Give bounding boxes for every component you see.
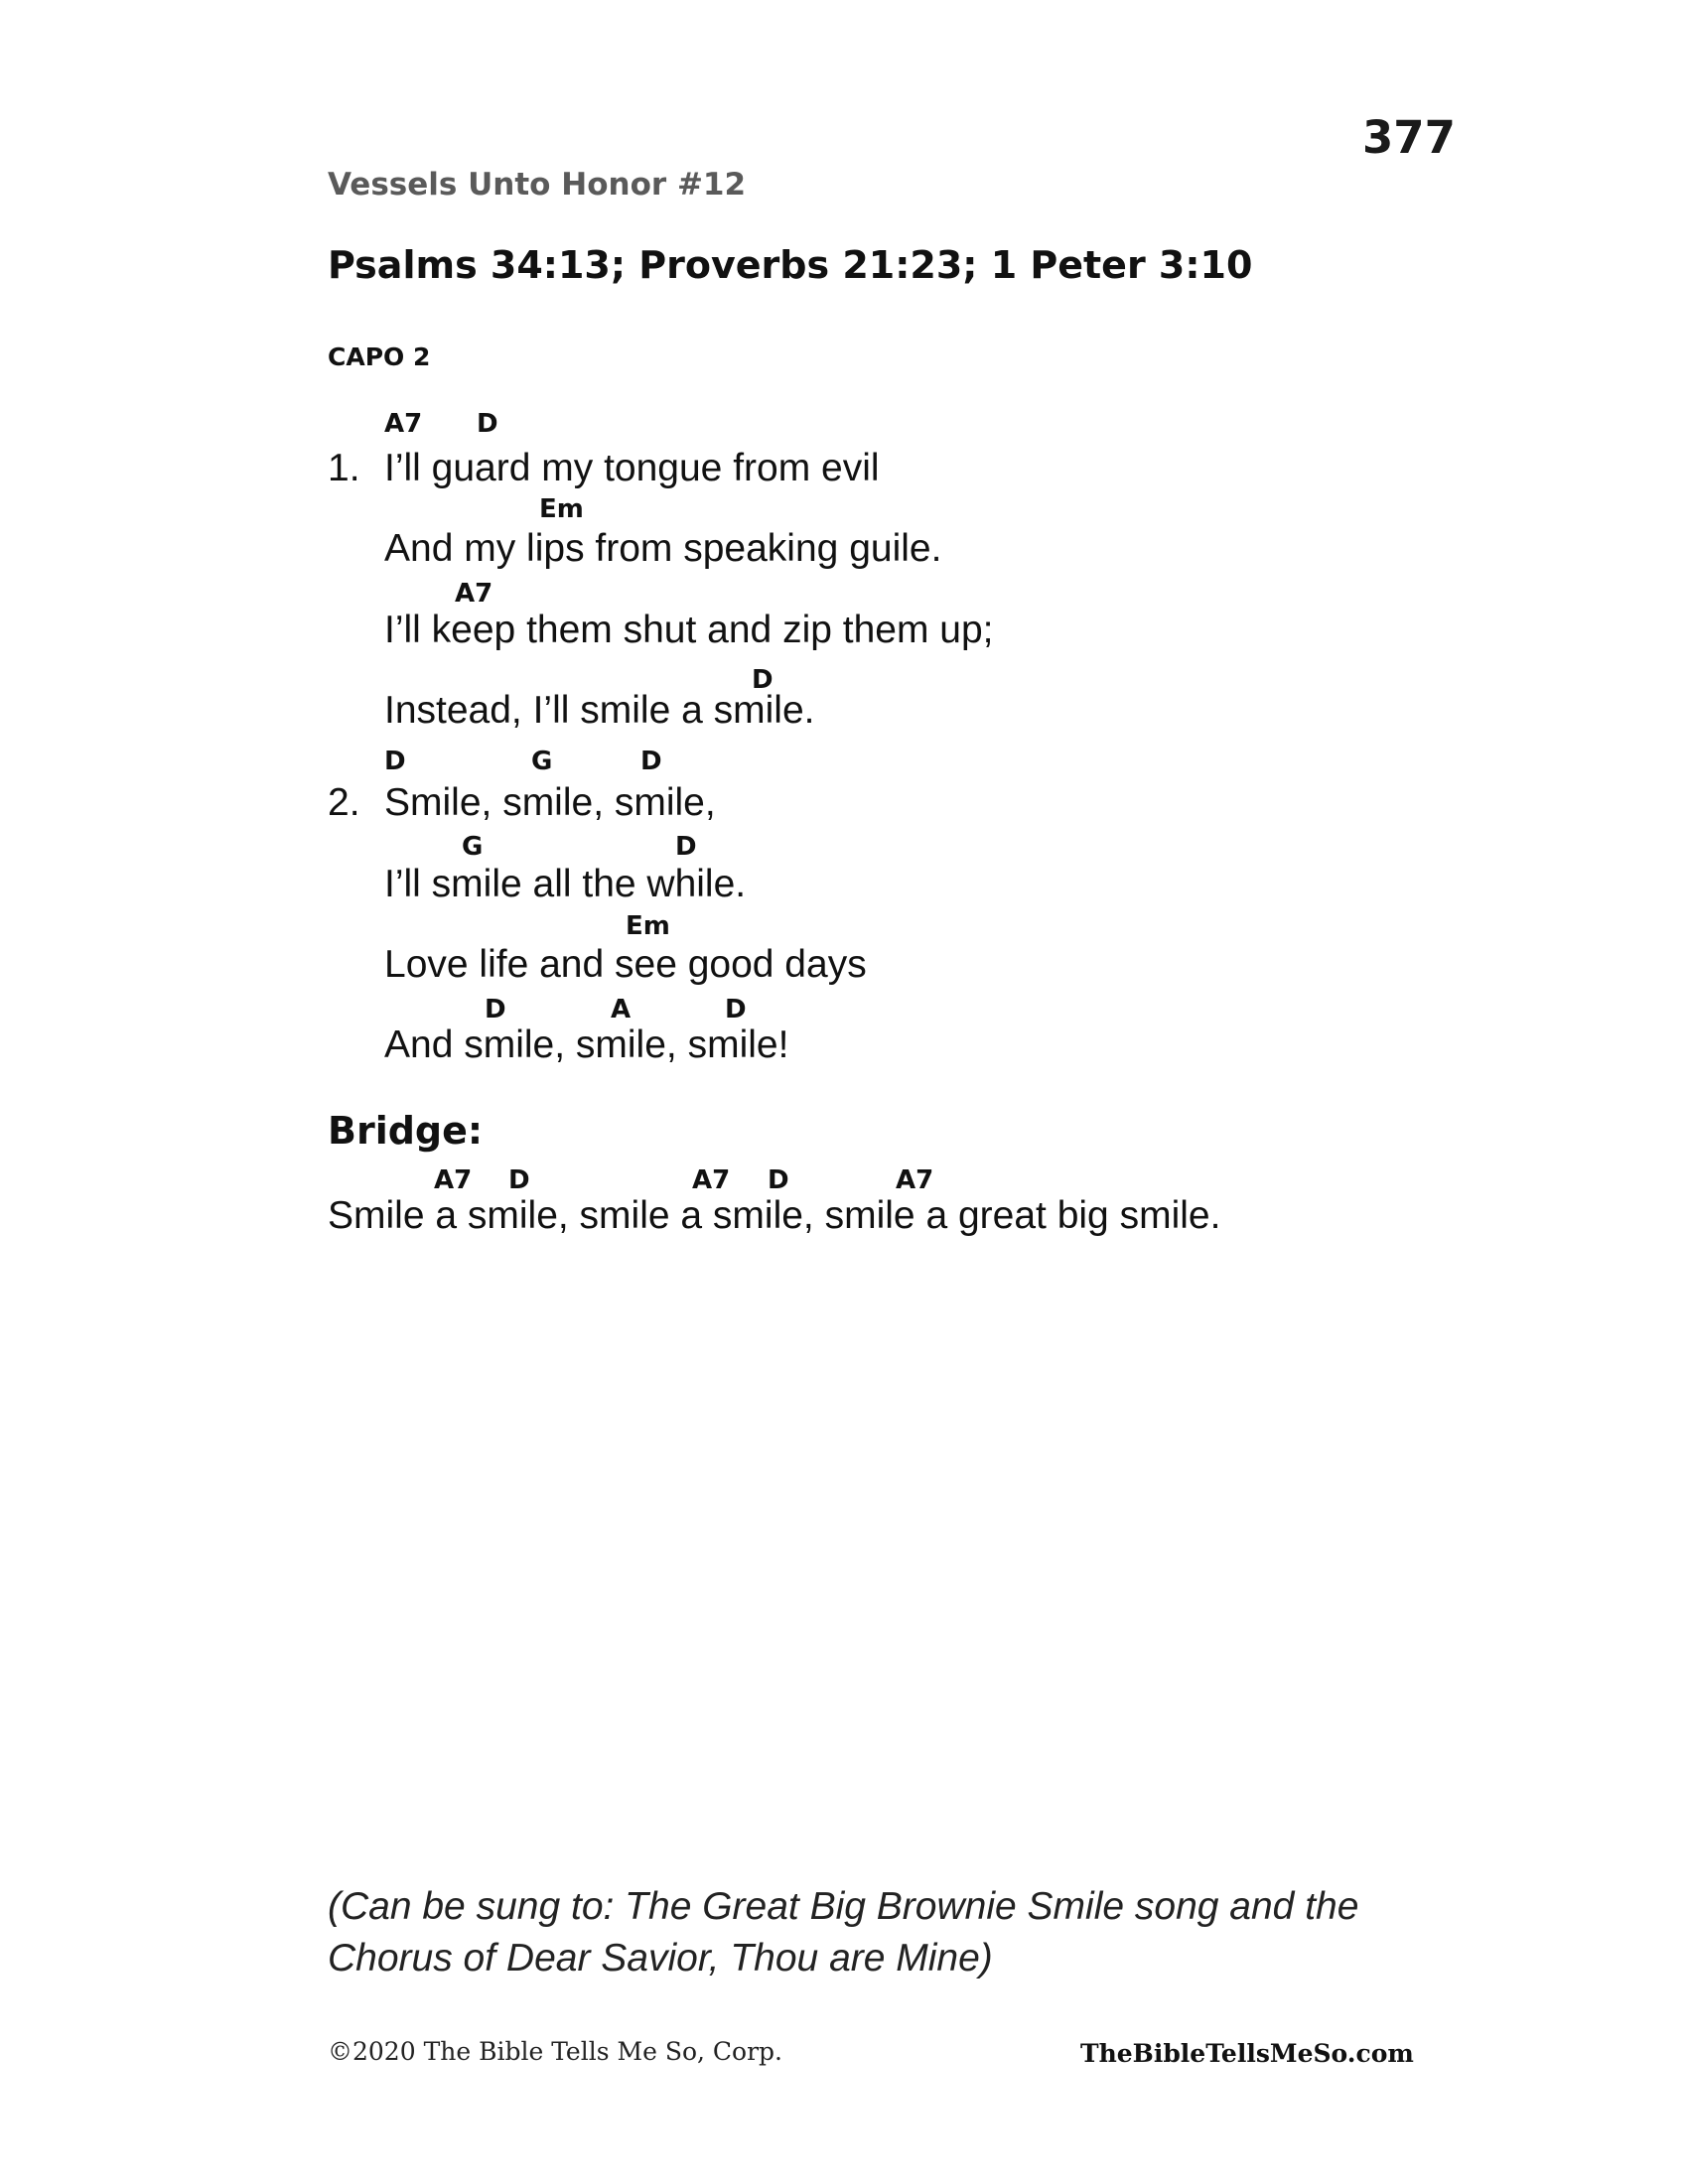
lyric-line: And smile, smile, smile! <box>384 1024 789 1066</box>
chord: D <box>485 995 506 1024</box>
chord: A7 <box>692 1165 731 1195</box>
chord: D <box>675 832 697 862</box>
website-link[interactable]: TheBibleTellsMeSo.com <box>1080 2039 1414 2068</box>
chord: A7 <box>434 1165 473 1195</box>
bridge-lyric: Smile a smile, smile a smile, smile a great big smile. <box>328 1194 1221 1237</box>
page-number: 377 <box>1362 111 1456 164</box>
chord: D <box>640 747 662 776</box>
lyric-line: Smile, smile, smile, <box>384 781 716 824</box>
verse-number: 1. <box>328 447 360 489</box>
chord: D <box>508 1165 530 1195</box>
scripture-reference: Psalms 34:13; Proverbs 21:23; 1 Peter 3:10 <box>328 243 1253 287</box>
series-title: Vessels Unto Honor #12 <box>328 167 747 203</box>
lyric-line: Instead, I’ll smile a smile. <box>384 689 815 732</box>
lyric-line: I’ll smile all the while. <box>384 863 747 905</box>
lyric-line: Love life and see good days <box>384 943 867 986</box>
tune-note-line-1: (Can be sung to: The Great Big Brownie Smile song and the <box>328 1885 1359 1928</box>
chord: A <box>611 995 632 1024</box>
verse-number: 2. <box>328 781 360 824</box>
copyright-notice: ©2020 The Bible Tells Me So, Corp. <box>328 2037 782 2066</box>
bridge-heading: Bridge: <box>328 1109 484 1153</box>
chord: D <box>725 995 747 1024</box>
capo-instruction: CAPO 2 <box>328 342 431 371</box>
chord: D <box>768 1165 789 1195</box>
chord: A7 <box>455 579 493 609</box>
lyric-line: I’ll guard my tongue from evil <box>384 447 880 489</box>
chord: G <box>531 747 553 776</box>
lyric-line: And my lips from speaking guile. <box>384 527 942 570</box>
tune-note-line-2: Chorus of Dear Savior, Thou are Mine) <box>328 1937 993 1979</box>
chord: Em <box>539 494 584 524</box>
tune-note <box>328 1881 1358 1984</box>
chord: Em <box>626 911 670 941</box>
chord: G <box>462 832 484 862</box>
chord: D <box>384 747 406 776</box>
chord: A7 <box>384 409 423 439</box>
chord: A7 <box>896 1165 934 1195</box>
chord: D <box>752 665 774 695</box>
chord: D <box>477 409 498 439</box>
lyric-line: I’ll keep them shut and zip them up; <box>384 609 994 651</box>
